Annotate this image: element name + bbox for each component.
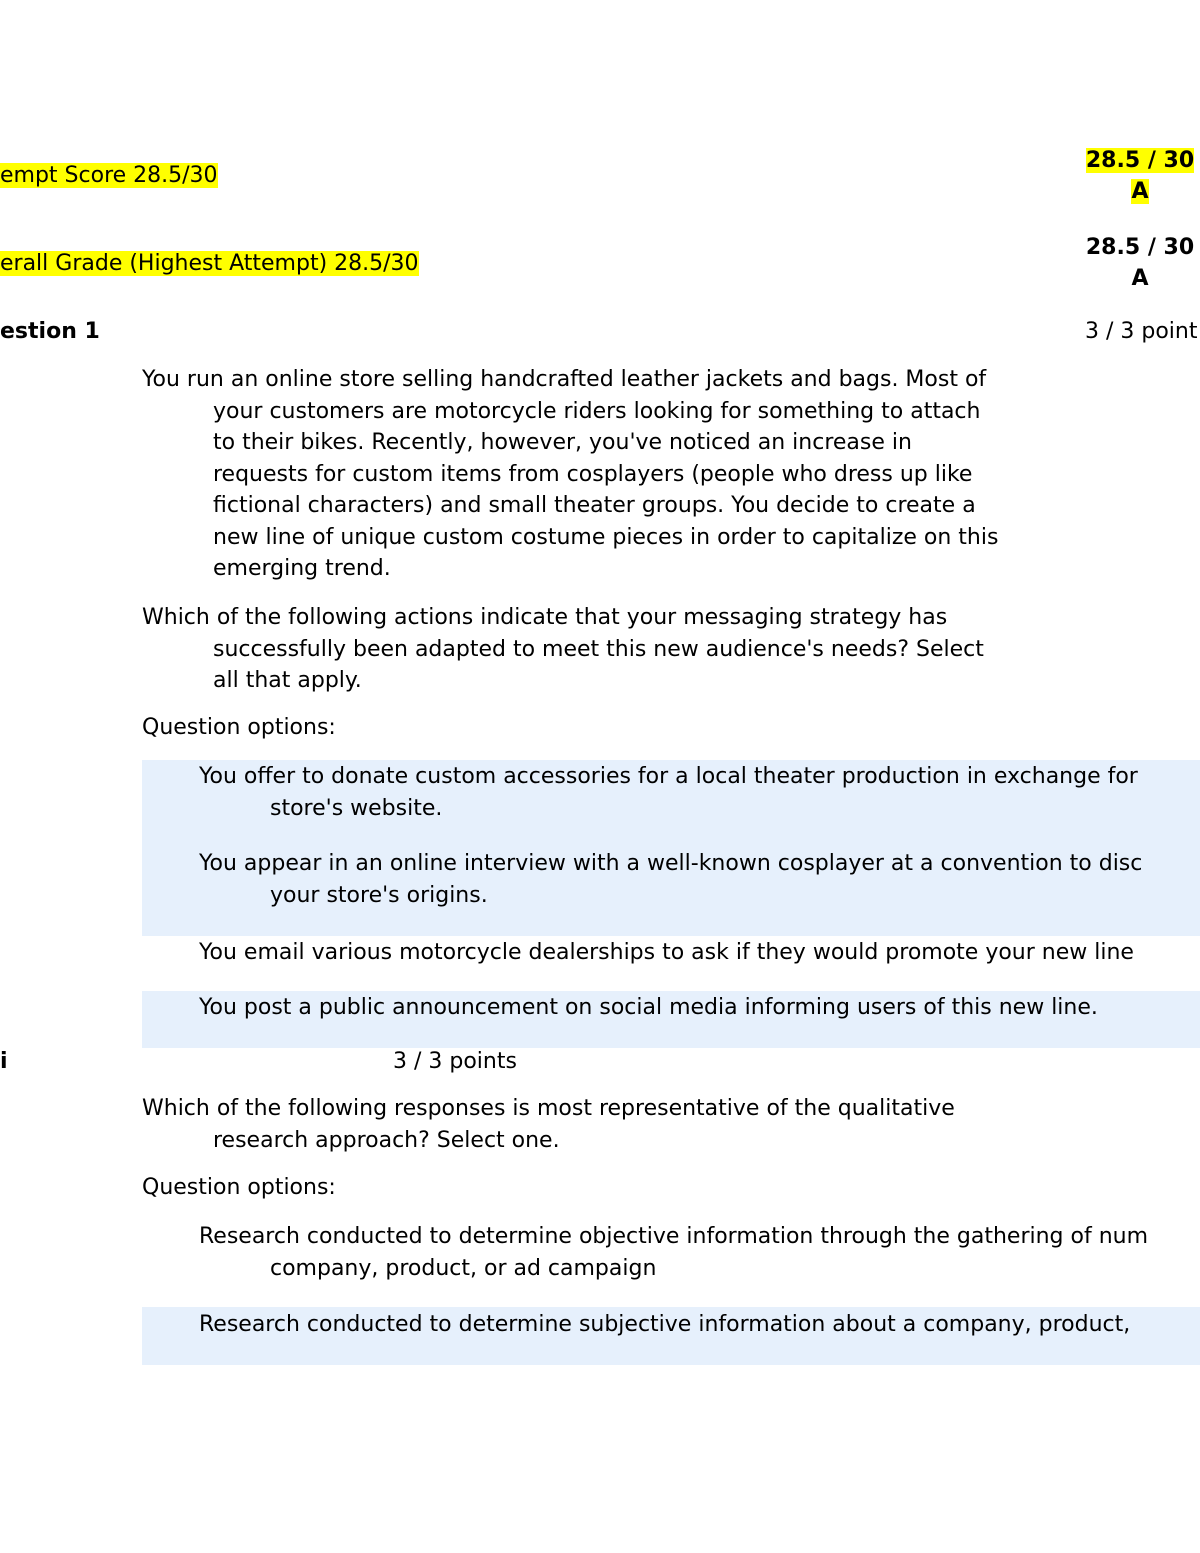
overall-score-fraction: 28.5 / 30: [1085, 235, 1195, 260]
attempt-score-fraction: 28.5 / 30: [1085, 148, 1195, 173]
q1-option-1[interactable]: You offer to donate custom accessories for a local theater production in exchange for: [199, 764, 1138, 789]
overall-grade-label: [0, 248, 419, 280]
attempt-score-box: [1080, 145, 1200, 207]
attempt-score-letter: A: [1131, 179, 1149, 204]
q1-option-4[interactable]: You post a public announcement on social media informing users of this new line.: [199, 995, 1098, 1020]
question-2-question: [142, 1093, 1062, 1156]
q2-option-2[interactable]: Research conducted to determine subjective information about a company, product,: [199, 1312, 1131, 1337]
question-line: research approach? Select one.: [213, 1127, 560, 1153]
overall-grade-text: erall Grade (Highest Attempt) 28.5/30: [0, 251, 419, 276]
question-1-title: estion 1: [0, 319, 100, 344]
q1-option-3[interactable]: You email various motorcycle dealerships to ask if they would promote your new line: [199, 940, 1134, 965]
question-line: all that apply.: [213, 668, 362, 693]
question-1-question: [142, 602, 1062, 697]
question-line: Which of the following actions indicate that your messaging strategy has: [142, 605, 948, 630]
attempt-score-text: empt Score 28.5/30: [0, 163, 218, 188]
q2-option-1[interactable]: Research conducted to determine objective information through the gathering of num: [199, 1224, 1149, 1249]
prompt-line: You run an online store selling handcrafted leather jackets and bags. Most of: [142, 367, 987, 392]
question-1-points: 3 / 3 point: [1085, 319, 1198, 344]
prompt-line: fictional characters) and small theater groups. You decide to create a: [213, 493, 976, 518]
attempt-score-label: [0, 160, 218, 192]
question-line: successfully been adapted to meet this new audience's needs? Select: [213, 636, 984, 662]
question-2-points: 3 / 3 points: [393, 1049, 517, 1074]
prompt-line: new line of unique custom costume pieces in order to capitalize on this: [213, 524, 999, 550]
prompt-line: emerging trend.: [213, 556, 391, 581]
q1-option-2-cont[interactable]: your store's origins.: [270, 883, 488, 908]
prompt-line: to their bikes. Recently, however, you've noticed an increase in: [213, 430, 912, 455]
question-2-options-label: Question options:: [142, 1175, 336, 1200]
question-1-options-label: Question options:: [142, 715, 336, 740]
question-2-title: i: [0, 1049, 8, 1074]
q1-option-1-cont[interactable]: store's website.: [270, 796, 443, 821]
overall-score-letter: A: [1131, 266, 1149, 291]
overall-score-box: [1080, 232, 1200, 294]
q2-option-1-cont[interactable]: company, product, or ad campaign: [270, 1256, 657, 1281]
prompt-line: your customers are motorcycle riders looking for something to attach: [213, 398, 981, 424]
q1-option-2[interactable]: You appear in an online interview with a well-known cosplayer at a convention to disc: [199, 851, 1143, 876]
question-line: Which of the following responses is most representative of the qualitative: [142, 1096, 955, 1121]
prompt-line: requests for custom items from cosplayers (people who dress up like: [213, 461, 973, 487]
question-1-prompt: [142, 364, 1062, 585]
